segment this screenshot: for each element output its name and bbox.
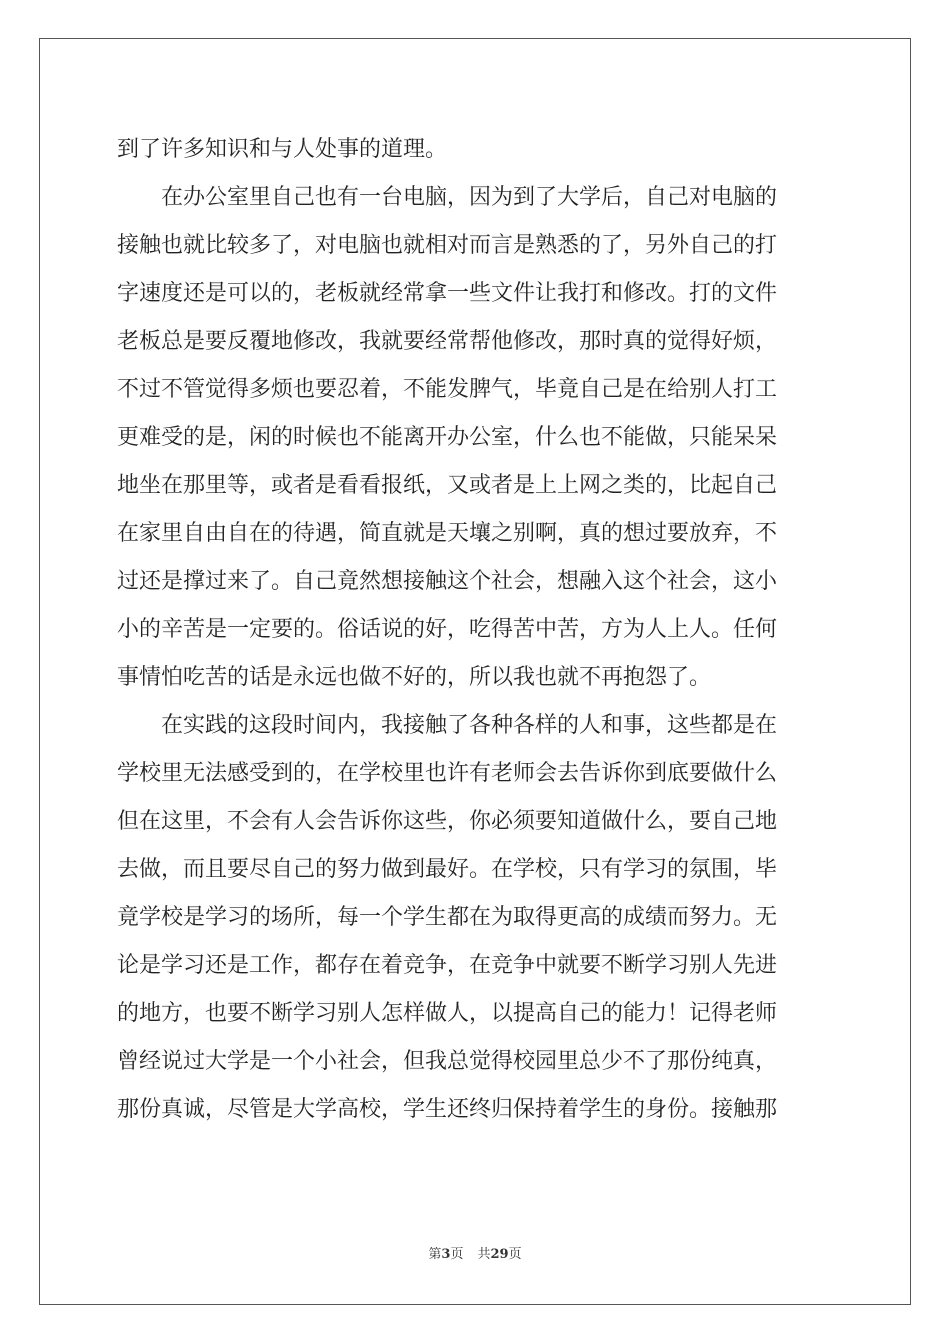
page-suffix: 页 [450,1247,464,1262]
text-line: 去做，而且要尽自己的努力做到最好。在学校，只有学习的氛围，毕 [117,857,778,882]
page-footer [0,1246,950,1264]
total-prefix: 共 [477,1247,491,1262]
text-line: 字速度还是可以的，老板就经常拿一些文件让我打和修改。打的文件 [117,281,778,306]
current-page-number: 3 [441,1247,451,1262]
text-line: 到了许多知识和与人处事的道理。 [117,137,448,162]
text-line: 接触也就比较多了，对电脑也就相对而言是熟悉的了，另外自己的打 [117,233,778,258]
text-line: 在家里自由自在的待遇，简直就是天壤之别啊，真的想过要放弃，不 [117,521,778,546]
total-suffix: 页 [508,1247,522,1262]
total-page-number: 29 [490,1247,509,1262]
text-line: 地坐在那里等，或者是看看报纸，又或者是上上网之类的，比起自己 [117,473,778,498]
text-line: 老板总是要反覆地修改，我就要经常帮他修改，那时真的觉得好烦， [117,329,778,354]
text-line: 曾经说过大学是一个小社会，但我总觉得校园里总少不了那份纯真， [117,1049,778,1074]
text-line: 在办公室里自己也有一台电脑，因为到了大学后，自己对电脑的 [117,185,778,210]
text-line: 小的辛苦是一定要的。俗话说的好，吃得苦中苦，方为人上人。任何 [117,617,778,642]
text-line: 在实践的这段时间内，我接触了各种各样的人和事，这些都是在 [117,713,778,738]
page-prefix: 第 [428,1247,442,1262]
text-line: 过还是撑过来了。自己竟然想接触这个社会，想融入这个社会，这小 [117,569,778,594]
text-line: 但在这里，不会有人会告诉你这些，你必须要知道做什么，要自己地 [117,809,778,834]
text-line: 不过不管觉得多烦也要忍着，不能发脾气，毕竟自己是在给别人打工 [117,377,778,402]
text-line: 那份真诚，尽管是大学高校，学生还终归保持着学生的身份。接触那 [117,1097,778,1122]
text-line: 竟学校是学习的场所，每一个学生都在为取得更高的成绩而努力。无 [117,905,778,930]
document-body [117,126,833,1134]
text-line: 的地方，也要不断学习别人怎样做人，以提高自己的能力！记得老师 [117,1001,778,1026]
text-line: 论是学习还是工作，都存在着竞争，在竞争中就要不断学习别人先进 [117,953,778,978]
text-line: 更难受的是，闲的时候也不能离开办公室，什么也不能做，只能呆呆 [117,425,778,450]
text-line: 事情怕吃苦的话是永远也做不好的，所以我也就不再抱怨了。 [117,665,712,690]
text-line: 学校里无法感受到的，在学校里也许有老师会去告诉你到底要做什么 [117,761,778,786]
